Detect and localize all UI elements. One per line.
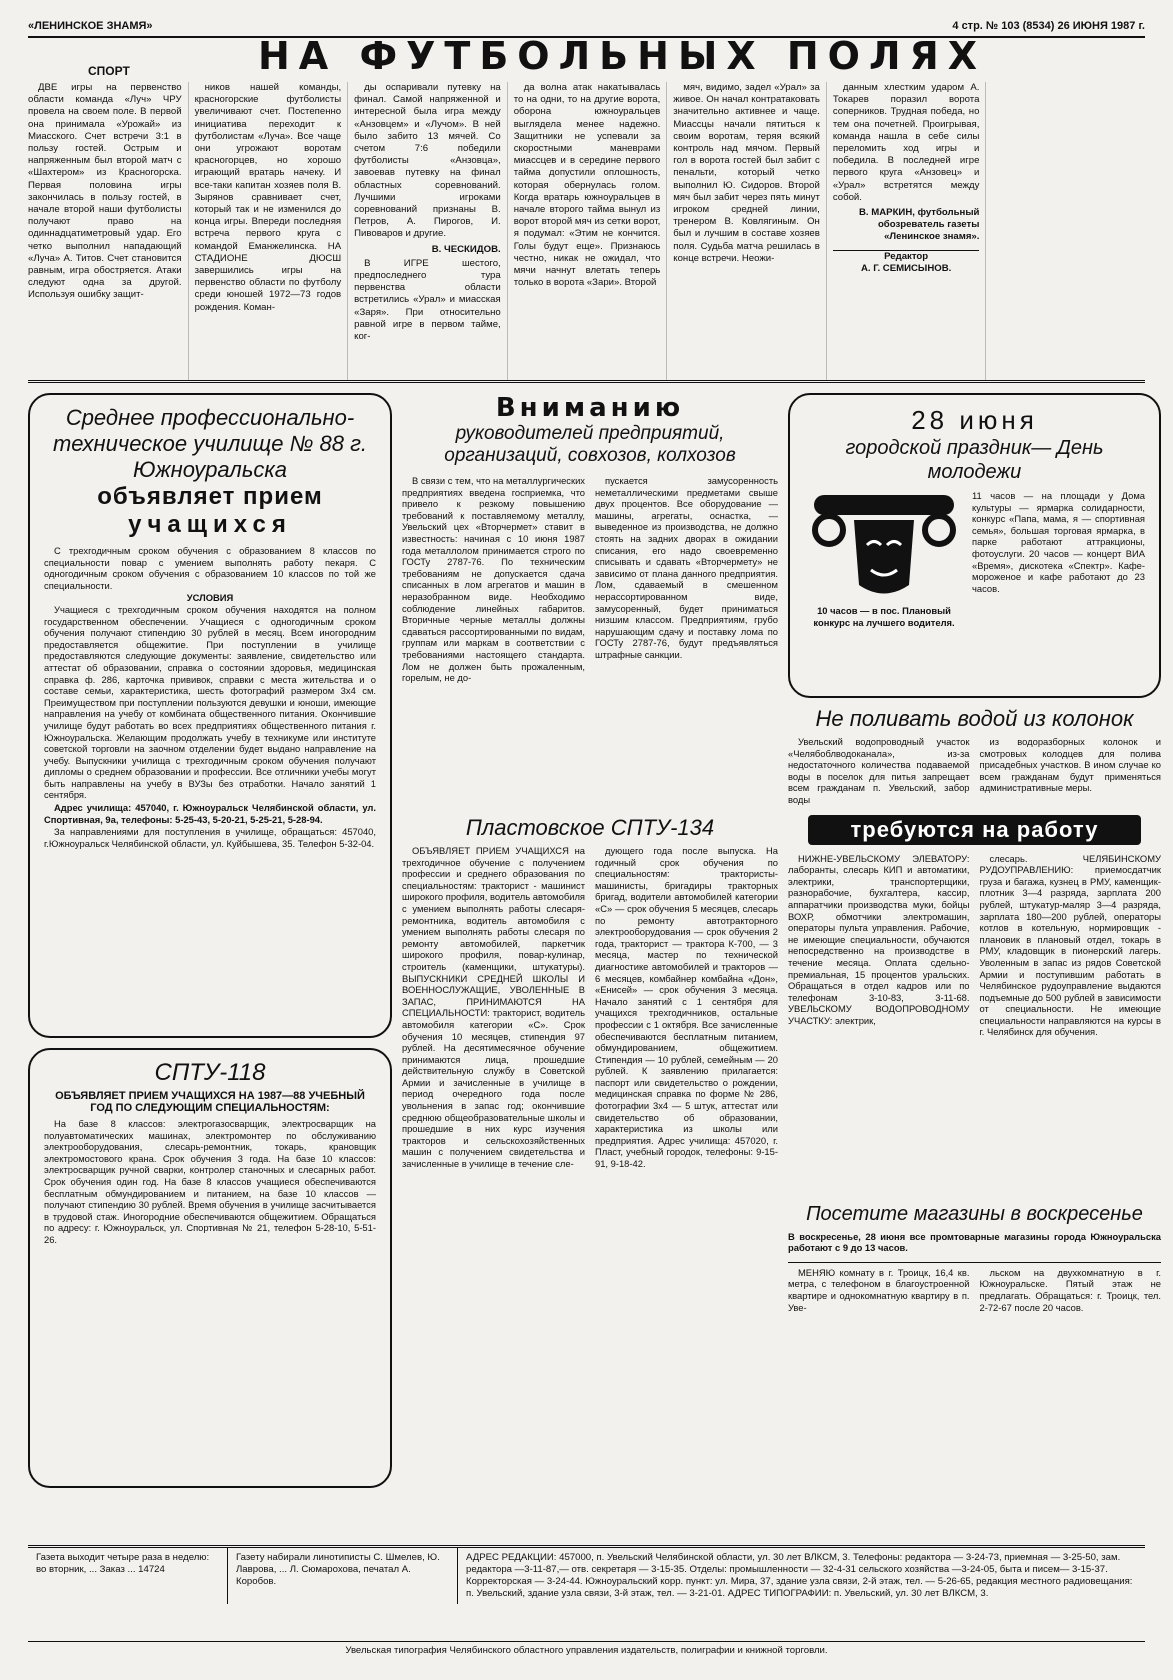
holiday-text: 10 часов — в пос. Плановый конкурс на лучшего водителя.: [813, 605, 955, 628]
sport-text: ников нашей команды, красногорские футболисты увеличивают счет. Постепенно инициатива переходит к футболистам «Луча». Все чаще они угрожают воротам красногорцев, но хорошо играющий вратарь начеку. И все-таки капитан хозяев поля В. Зырянов сравнивает счет, который так и не изменился до конца игры. Впереди последняя встреча первого круга с командой Еманжелинска. НА СТАДИОНЕ ДЮСШ завершились игры на первенство области по футболу среди юношей 1972—73 годов рождения. Коман-: [194, 82, 342, 313]
editor-name: А. Г. СЕМИСЫНОВ.: [860, 262, 952, 274]
editor-block: [833, 250, 980, 275]
sport-col-4: [507, 82, 667, 380]
sptu-134-text: дующего года после выпуска. На годичный срок обучения по специальностям: трактористы-машинисты, бригадиры тракторных бригад, водители автомобилей категории «С» — срок обучения 5 месяцев, слесарь по ремонту автотракторного электрооборудования — срок обучения 2 года, тракторист — тракторa К-700, — 3 месяца, мастер по технической диагностике автомобилей и тракторов — 6 месяцев, комбайнер комбайна «Дон», «Енисей» — срок обучения 3 месяца. Начало занятий с 1 сентября для учащихся трехгодичников, остальные профессии с 1 октября. Все зачисленные обеспечиваются бесплатным питанием, обмундированием, общежитием. Стипендия — 10 рублей, семейным — 20 рублей. К заявлению прилагается: паспорт или свидетельство о рождении, медицинская справка по форме № 286, фотографии 3х4 — 5 штук, аттестат или свидетельство об образовании, характеристика из школы или предприятия. Адрес училища: 457020, г. Пласт, учебный городок, телефоны: 9-15-91, 9-18-42.: [595, 845, 778, 1170]
holiday-date: 28 июня: [911, 405, 1038, 435]
exchange-text: льском на двухкомнатную в г. Южноуральске. Пятый этаж не предлагать. Обращаться: г. Троицк, тел. 2-72-67 после 20 часов.: [979, 1266, 1161, 1313]
ads-area: [28, 393, 1161, 1488]
paper-name: «ЛЕНИНСКОЕ ЗНАМЯ»: [28, 20, 153, 32]
sport-col-5: [666, 82, 826, 380]
shops-text: В воскресенье, 28 июня все промтоварные магазины города Южноуральска работают с 9 до 13 часов.: [788, 1230, 1161, 1254]
sport-text: да волна атак накатывалась то на одни, то на другие ворота, оборона южноуральцев выглядела менее надежно. Защитники не успевали за скоростными маневрами миассцев и в середине первого тайма допустили оплошность, которая обернулась голом. Когда вратарь южноуральцев в начале второго тайма вынул из ворот второй мяч из сетки ворот, я подумал: «Этим не кончится. Голы будут еще». Признаюсь честно, никак не ожидал, что мячи начнут влетать теперь только в ворота «Зари». Второй: [513, 82, 661, 289]
sport-header: [28, 34, 1145, 78]
jobs-text: слесарь. ЧЕЛЯБИНСКОМУ РУДОУПРАВЛЕНИЮ: приемосдатчик груза и багажа, кузнец в РМУ, каменщик-плотник 3—4 разряда, зарплата 200 рублей, штукатур-маляр 3—4 разряда, зарплата 180—200 рублей, операторы котлов в котельную, нормировщик - плановик в плановый отдел, токарь в РМУ, кладовщик в пионерский лагерь. Уволенным в запас из рядов Советской Армии и поступившим работать в Челябинское рудоуправление выдаются подъемные до 500 рублей в зависимости от специальности. Не имеющие специальности направляются на курсы в г. Челябинск для обучения.: [979, 852, 1161, 1038]
holiday-left: [804, 490, 964, 628]
exchange-text: МЕНЯЮ комнату в г. Троицк, 16,4 кв. метра, с телефоном в благоустроенной квартире и однокомнатную квартиру в п. Уве-: [788, 1266, 970, 1313]
exchange-ad: [788, 1262, 1161, 1314]
school-88-ad: [28, 393, 392, 1038]
jobs-body: [788, 853, 1161, 1193]
school-88-text: За направлениями для поступления в училище, обращаться: 457040, г.Южноуральск Челябинской области, ул. Куйбышева, 35. Телефон 5-32-04.: [44, 826, 376, 849]
water-title: Не поливать водой из колонок: [815, 706, 1134, 731]
sport-col-6: [826, 82, 986, 380]
school-88-announce: объявляет прием: [97, 483, 323, 510]
holiday-title: городской праздник— День молодежи: [845, 437, 1104, 483]
holiday-ad: [788, 393, 1161, 698]
middle-column: [402, 393, 778, 1488]
sptu-134-body: [402, 845, 778, 1405]
sport-text: В ИГРЕ шестого, предпоследнего тура первенства области встретились «Урал» и миасская «Заря». При относительно равной игре в первом тайме, ког-: [354, 257, 501, 343]
attention-text: пускается замусоренность неметаллическими предметами свыше двух процентов. Все оборудование — машины, агрегаты, оснастка, — выведенное из производства, не должно стоять на задних дворах в ожидании списания, его надо своевременно списывать и сдавать «Вторчермету» не зависимо от плана данного предприятия. Лом, сдаваемый в смешенном нерассортированном виде, замусоренный, будет приниматься низшим классом. Предприятиям, грубо нарушающим сдачу и поставку лома по ГОСТу 2787-76, будут предъявляться штрафные санкции.: [595, 475, 778, 660]
footer-address: АДРЕС РЕДАКЦИИ: 457000, п. Увельский Челябинской области, ул. 30 лет ВЛКСМ, 3. Телефоны: редактора — 3-24-73, приемная — 3-25-50, зам. редактора —3-11-87,— отв. секретаря — 3-15-35. Отделы: промышленности — 32-4-31 сельского хозяйства —3-24-05, быта и писем— 3-15-37. Корректорская — 3-24-44. Южноуральский корр. пункт: ул. Мира, 37, здание узла связи, 2-й этаж, тел. — 5-26-65, редакция местного радиовещания: п. Увельский, здание узла связи, 3-й этаж, тел. — 3-21-01. АДРЕС ТИПОГРАФИИ: п. Увельский, ул. 30 лет ВЛКСМ, 3.: [466, 1552, 1133, 1599]
school-88-students: учащихся: [128, 511, 292, 538]
rubric-sport: СПОРТ: [88, 64, 130, 78]
sptu-134-title: Пластовское СПТУ-134: [465, 815, 715, 840]
sport-col-2: [188, 82, 348, 380]
water-body: [788, 736, 1161, 807]
sport-col-1: [28, 82, 188, 380]
author-signature: В. МАРКИН, футбольный обозреватель газеты «Ленинское знамя».: [858, 207, 980, 243]
holiday-body: [804, 490, 1145, 628]
sport-text: ды оспаривали путевку на финал. Самой напряженной и интересной была игра между «Анзовцем» и «Лучом». В ней было забито 13 мячей. Со счетом 7:6 победили футболисты «Анзовца», завоевав путевку на финал областных соревнований. Лучшими игроками соревнований признаны В. Петров, А. Пирогов, И. Пивоваров и другие.: [354, 82, 501, 240]
footer-typesetters: Газету набирали линотиписты С. Шмелев, Ю. Лаврова, ... Л. Сюмарохова, печатал А. Коробов.: [228, 1548, 458, 1604]
sptu-118-text: На базе 8 классов: электрогазосварщик, электросварщик на полуавтоматических машинах, электромонтер по обслуживанию электрооборудования, слесарь-ремонтник, токарь, крановщик электромостового крана. Срок обучения 3 года. На базе 10 классов: электросварщик ручной сварки, контролер станочных и слесарных работ. Срок обучения один год. На базе 8 классов учащиеся обеспечиваются бесплатным обмундированием и питанием, на базе 10 классов — получают стипендию 30 рублей. Время обучения в училище засчитывается в трудовой стаж. Иногородние обеспечиваются общежитием. Обращаться по адресу: г. Южноуральск, ул. Спортивная № 21, телефон 5-28-10, 5-51-26.: [44, 1118, 376, 1245]
sport-headline: НА ФУТБОЛЬНЫХ ПОЛЯХ: [258, 34, 987, 78]
school-88-title: Среднее профессионально-техническое училище № 88 г. Южноуральска: [52, 405, 368, 482]
footer-schedule: Газета выходит четыре раза в неделю: во вторник, ... Заказ ... 14724: [28, 1548, 228, 1604]
left-column: [28, 393, 392, 1488]
sptu-118-subtitle: ОБЪЯВЛЯЕТ ПРИЕМ УЧАЩИХСЯ НА 1987—88 УЧЕБНЫЙ ГОД ПО СЛЕДУЮЩИМ СПЕЦИАЛЬНОСТЯМ:: [55, 1090, 365, 1114]
attention-subtitle: руководителей предприятий, организаций, совхозов, колхозов: [444, 423, 736, 466]
shops-title: Посетите магазины в воскресенье: [806, 1202, 1143, 1225]
sptu-118-title: СПТУ-118: [154, 1059, 266, 1086]
author-signature: В. ЧЕСКИДОВ.: [431, 243, 501, 255]
school-88-address: Адрес училища: 457040, г. Южноуральск Челябинской области, ул. Спортивная, 9а, телефоны: 5-25-43, 5-20-21, 5-25-21, 5-28-94.: [44, 802, 376, 825]
theatre-mask-icon: [804, 490, 964, 605]
footer: [28, 1545, 1145, 1604]
school-88-conditions: УСЛОВИЯ: [186, 592, 234, 604]
sptu-118-body: [44, 1118, 376, 1246]
sptu-134-text: ОБЪЯВЛЯЕТ ПРИЕМ УЧАЩИХСЯ на трехгодичное обучение с получением профессии и среднего образования по специальностям: тракторист - машинист широкого профиля, водитель автомобиля с умением выполнять работы слесаря-ремонтника, водитель автомобиля с умением выполнять работы слесаря по ремонту автомобилей, паркетчик широкого профиля, повар-кулинар, строитель (каменщики, штукатуры). ВЫПУСКНИКИ СРЕДНЕЙ ШКОЛЫ И ВОЕННОСЛУЖАЩИЕ, УВОЛЕННЫЕ В ЗАПАС, ПРИНИМАЮТСЯ НА СПЕЦИАЛЬНОСТИ: тракторист, водитель автомобиля категории «С». Срок обучения 10 месяцев, стипендия 97 рублей. На десятимесячное обучение принимаются лица, прошедшие действительную службу в Советской Армии и зачисленные в училище в период очередного года после увольнения в запас год; окончившие среднюю общеобразовательные школы и прошедшие в них курс изучения тракторов и сельскохозяйственных машин с получением свидетельства и зачисленные в училище в течение сле-: [402, 845, 585, 1170]
attention-text: В связи с тем, что на металлургических предприятиях введена госприемка, что привело к резкому повышению требований к поставляемому металлу, Увельский цех «Вторчермет» ставит в известность: начиная с 10 июня 1987 года металлолом принимается строго по ГОСТу 2787-76. По техническим требованиям не допускается сдача списанных в лом агрегатов и машин в неразобранном виде. Необходимо соблюдение линейных габаритов. Вторичные черные металлы должны сдаваться рассортированными по видам, группам или маркам в соответствии с требованиями настоящего стандарта. Лом не должен быть прожаленным, горелым, не до-: [402, 475, 585, 684]
sport-text: ДВЕ игры на первенство области команда «Луч» ЧРУ провела на своем поле. В первой она принимала «Урожай» из Миасского. Счет встречи 3:1 в пользу гостей. Острым и напряженным был второй матч с «Шахтером» из Красногорска. Первая половина игры закончилась в пользу гостей, в начале второй наши футболисты получают право на одиннадцатиметровый удар. Его четко выполнил нападающий «Луча» А. Титов. Счет становится равным, игра обостряется. Атаки следуют одна за другой. Используя ошибку защит-: [28, 82, 182, 301]
editor-label: Редактор: [884, 250, 929, 262]
sport-text: мяч, видимо, задел «Урал» за живое. Он начал контратаковать значительно активнее и чаще. Миассцы начали пятиться к своим воротам, теряя всякий контроль над мячом. Первый гол в ворота гостей был забит с пенальти, который четко выполнил Ю. Сидоров. Второй мяч был забит через пять минут игроком средней линии, тренером В. Ковлягиным. Он был и лучшим в составе хозяев поля. Судьба матча решилась в конце встречи. Неожи-: [673, 82, 820, 264]
attention-title: Вниманию: [495, 393, 685, 423]
water-text: из водоразборных колонок и смотровых колодцев для полива присадебных участков. В ином случае ко всем гражданам будут применяться административные меры.: [979, 736, 1161, 794]
right-column: [788, 393, 1161, 1488]
school-88-text: Учащиеся с трехгодичным сроком обучения находятся на полном государственном обеспечении. Учащиеся с одногодичным сроком обучения получают стипендию 30 рублей в месяц. Всем иногородним предоставляется общежитие. При поступлении в училище предоставляются следующие документы: заявление, свидетельство или аттестат об образовании, справка о состоянии здоровья, медицинская справка ф. 286, карточка прививок, справки с места жительства и о составе семьи, характеристика, шесть фотографий размером 3х4 см. Преимуществом при поступлении пользуются девушки и юноши, имеющие направления на учебу от комбината общественного питания. Окончившие училище будут работать во всех предприятиях общественного питания г. Южноуральска. Желающим продолжать учебу в техникуме или институте советской торговли на заочном отделении будет выдано направление на учебу. Выпускники училища с трехгодичным сроком обучения получают дипломы о среднем образовании и профессии. Все отличники учебы могут быть направлены на учебу в ВУЗы без отработки. Начало занятий 1 сентября.: [44, 603, 376, 801]
holiday-text: 11 часов — на площади у Дома культуры — ярмарка солидарности, конкурс «Папа, мама, я — спортивная семья», большая торговая ярмарка, в парке работают аттракционы, фотоуслуги. 20 часов — концерт ВИА «Время», дискотека «Спектр». Кафе-мороженое и кафе работают до 23 часов.: [972, 490, 1145, 594]
issue-info: 4 стр. № 103 (8534) 26 ИЮНЯ 1987 г.: [952, 20, 1145, 32]
attention-body: [402, 475, 778, 801]
sport-col-3: [347, 82, 507, 380]
school-88-body: [44, 545, 376, 849]
sport-article: [28, 82, 1145, 383]
water-text: Увельский водопроводный участок «Челябоблводоканала», из-за недостаточного количества подаваемой воды в поселок для питья запрещает всем гражданам п. Увельский, забор воды: [788, 736, 970, 805]
school-88-text: С трехгодичным сроком обучения с образованием 8 классов по специальности повар с умением выполнять работу пекаря. С одногодичным сроком обучения с образованием 10 классов по той же специальности.: [44, 545, 376, 591]
sport-col-7: [985, 82, 1145, 380]
jobs-text: НИЖНЕ-УВЕЛЬСКОМУ ЭЛЕВАТОРУ: лаборанты, слесарь КИП и автоматики, электрики, транспортерщики, разнорабочие, бухгалтера, кассир, аппаратчики производства муки, бойцы ВОХР, обмотчики электромашин, операторы пульта управления. Рабочие, не имеющие специальности, обучаются непосредственно на производстве в течение месяца. Оплата сдельно-премиальная, 15 процентов уральских. Обращаться в отдел кадров или по телефонам 3-10-83, 3-11-68. УВЕЛЬСКОМУ ВОДОПРОВОДНОМУ УЧАСТКУ: электрик,: [788, 852, 970, 1026]
printing-house: Увельская типография Челябинского областного управления издательств, полиграфии и книжной торговли.: [28, 1641, 1145, 1656]
jobs-banner: требуются на работу: [808, 815, 1141, 845]
sptu-118-ad: [28, 1048, 392, 1488]
sport-text: данным хлестким ударом А. Токарев поразил ворота соперников. Трудная победа, но тем она почетней. Проигрывая, команда нашла в себе силы переломить ход игры и победила. В последней игре первого круга «Анзовец» и «Урал» встретятся между собой.: [832, 82, 980, 203]
